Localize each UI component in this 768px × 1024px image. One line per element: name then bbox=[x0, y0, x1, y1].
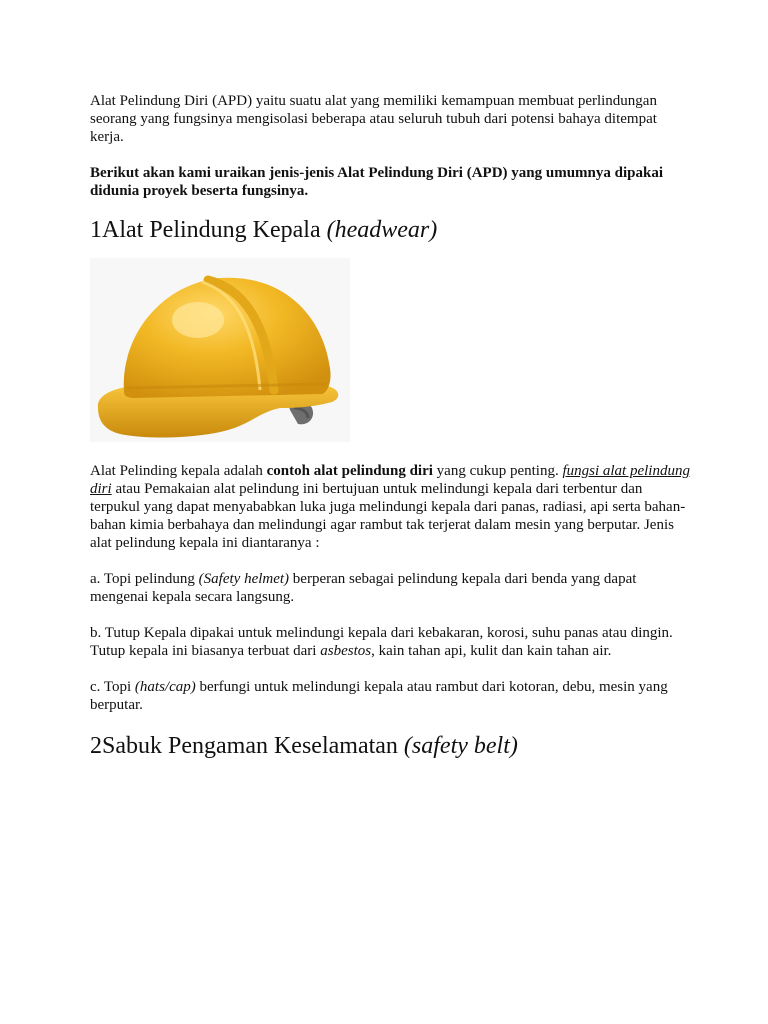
list-item-a bbox=[90, 570, 690, 606]
item-a-italic: (Safety helmet) bbox=[198, 571, 290, 587]
item-b-text-1: b. Tutup Kepala dipakai untuk melindungi kepala dari kebakaran, korosi, suhu panas atau dingin. Tutup kepala ini biasanya terbuat dari bbox=[90, 625, 673, 659]
item-a-text-2: berperan sebagai pelindung kepala dari benda yang dapat mengenai kepala secara langsung. bbox=[90, 571, 637, 605]
item-b-text-2: , kain tahan api, kulit dan kain tahan air. bbox=[371, 643, 612, 659]
para-text-3: atau Pemakaian alat pelindung ini bertujuan untuk melindungi kepala dari terbentur dan terpukul yang dapat menyababkan luka juga melindungi kepala dari panas, radiasi, api serta bahan-bahan kimia berbahaya dan melindungi agar rambut tak terjerat dalam mesin yang berputar. Jenis alat pelindung kepala ini diantaranya : bbox=[90, 481, 686, 551]
list-item-b bbox=[90, 624, 690, 660]
item-c-italic: (hats/cap) bbox=[134, 679, 196, 695]
para-text-1: Alat Pelinding kepala adalah bbox=[90, 463, 267, 479]
section-1-heading bbox=[90, 216, 690, 244]
fungsi-apd-link[interactable]: fungsi alat pelindung diri bbox=[90, 463, 690, 497]
document-content bbox=[90, 92, 690, 760]
item-a-text-1: a. Topi pelindung bbox=[90, 571, 199, 587]
section-2-heading-text: 2Sabuk Pengaman Keselamatan bbox=[90, 733, 404, 759]
section-2-heading bbox=[90, 732, 690, 760]
item-c-text-1: c. Topi bbox=[90, 679, 135, 695]
intro-paragraph: Alat Pelindung Diri (APD) yaitu suatu alat yang memiliki kemampuan membuat perlindungan seorang yang fungsinya mengisolasi beberapa atau seluruh tubuh dari potensi bahaya ditempat kerja. bbox=[90, 93, 657, 145]
intro-bold-paragraph: Berikut akan kami uraikan jenis-jenis Alat Pelindung Diri (APD) yang umumnya dipakai didunia proyek beserta fungsinya. bbox=[90, 165, 664, 199]
para-bold-phrase: contoh alat pelindung diri bbox=[266, 463, 433, 479]
list-item-c bbox=[90, 678, 690, 714]
helmet-image bbox=[90, 258, 350, 442]
item-b-italic: asbestos bbox=[320, 643, 372, 659]
section-2-heading-italic: (safety belt) bbox=[403, 733, 518, 759]
yellow-safety-helmet-icon bbox=[90, 258, 350, 442]
section-1-paragraph bbox=[90, 462, 690, 552]
section-1-heading-text: 1Alat Pelindung Kepala bbox=[90, 217, 327, 243]
section-1-heading-italic: (headwear) bbox=[326, 217, 438, 243]
item-c-text-2: berfungi untuk melindungi kepala atau rambut dari kotoran, debu, mesin yang berputar. bbox=[90, 679, 668, 713]
para-text-2: yang cukup penting. bbox=[432, 463, 563, 479]
